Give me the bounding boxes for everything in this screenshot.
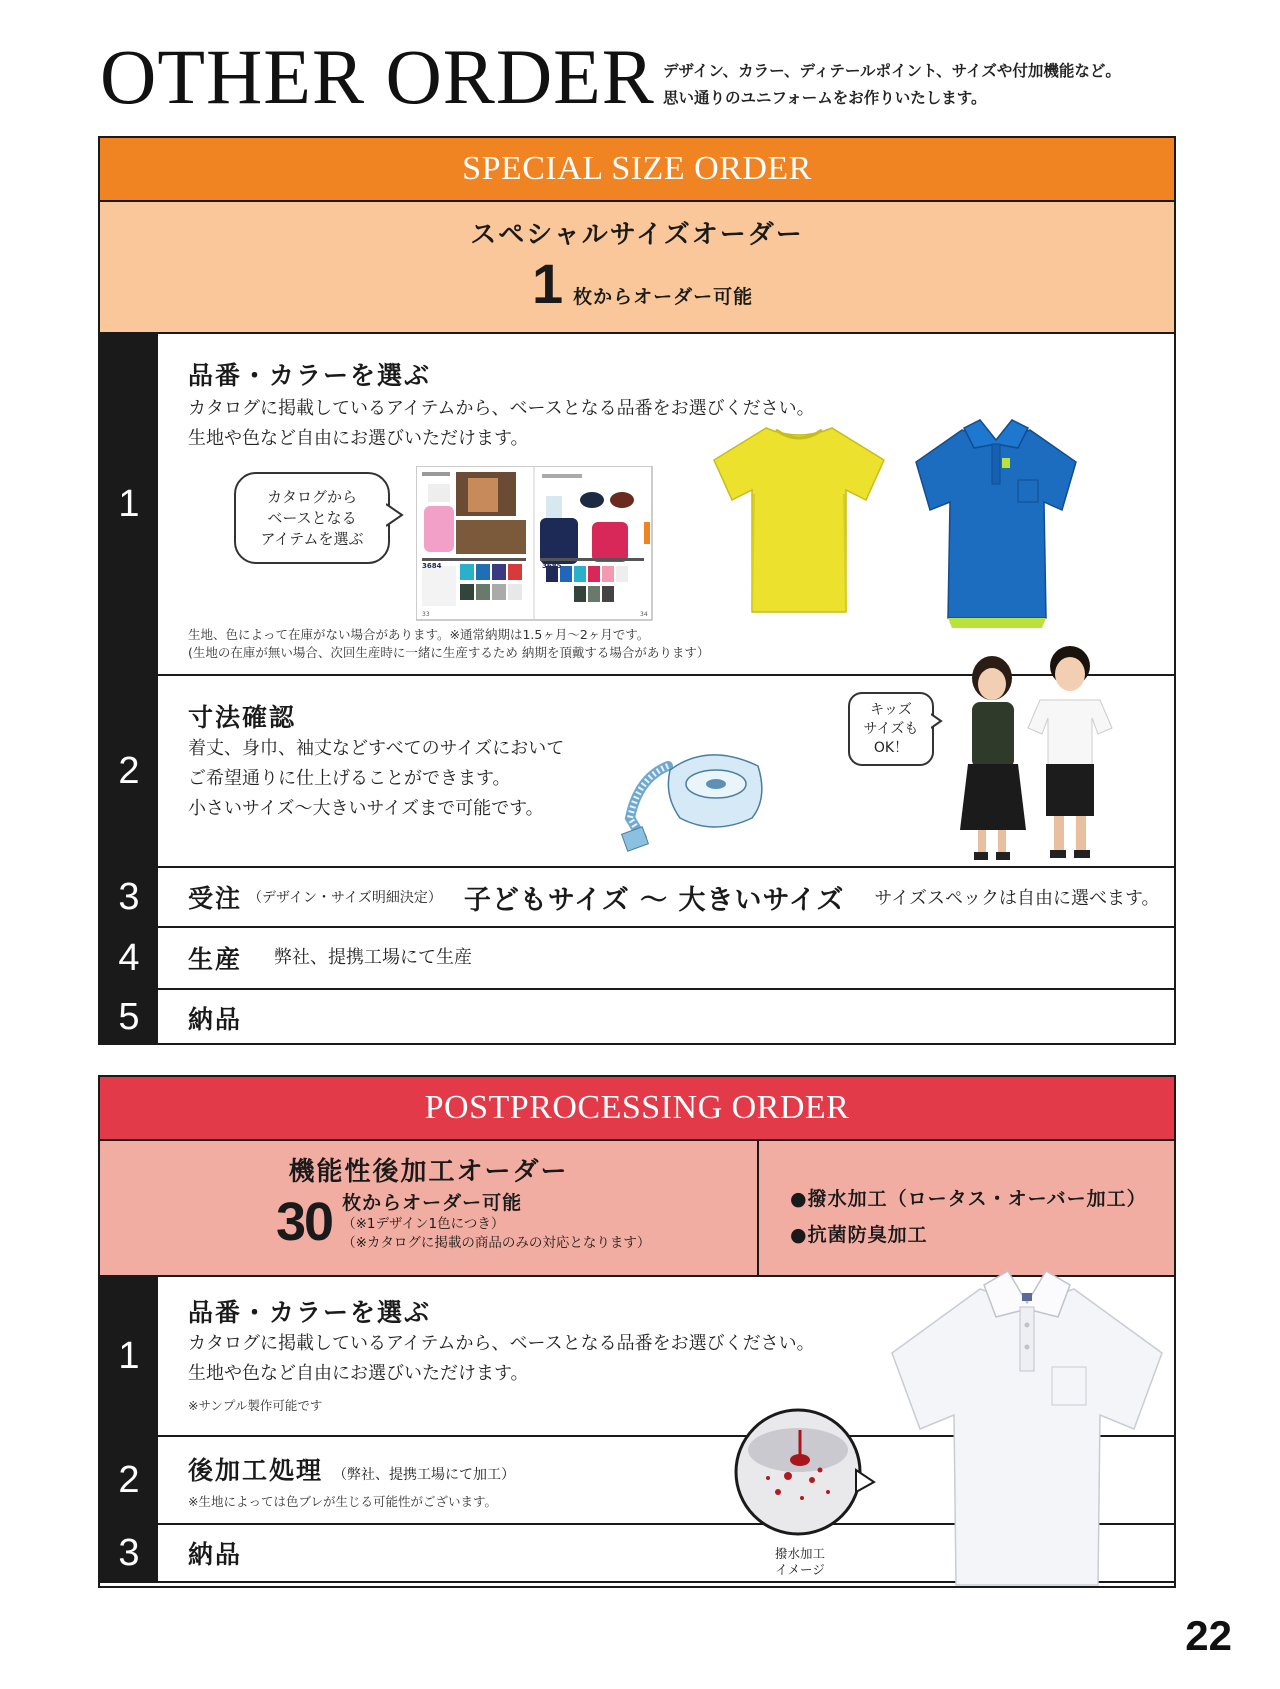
bubble-line-1: キッズ bbox=[870, 701, 912, 718]
special-size-section bbox=[98, 136, 1176, 1045]
intro-text bbox=[663, 58, 1121, 112]
step-description-line-2: 生地や色など自由にお選びいただけます。 bbox=[188, 1363, 529, 1384]
step-number: 2 bbox=[100, 1437, 158, 1523]
step-description-line-1: カタログに掲載しているアイテムから、ベースとなる品番をお選びください。 bbox=[188, 398, 815, 419]
postprocessing-section bbox=[98, 1075, 1176, 1588]
post-min-note-1: （※1デザイン1色につき） bbox=[342, 1216, 505, 1232]
step-note: ※サンプル製作可能です bbox=[188, 1398, 323, 1413]
step-title: 後加工処理 bbox=[188, 1456, 324, 1485]
special-min-qty-text: 枚からオーダー可能 bbox=[573, 286, 754, 308]
post-min-order bbox=[276, 1191, 650, 1253]
special-min-order bbox=[532, 254, 753, 314]
catalog-speech-bubble bbox=[234, 472, 390, 564]
catalog-code-right: 3685 bbox=[542, 562, 562, 570]
step-title: 品番・カラーを選ぶ bbox=[188, 361, 432, 390]
yellow-tshirt-image bbox=[706, 420, 892, 620]
bubble-line-3: アイテムを選ぶ bbox=[260, 529, 364, 548]
feature-item-water-repellent: ●撥水加工（ロータス・オーバー加工） bbox=[790, 1188, 1147, 1210]
bubble-line-3: OK！ bbox=[873, 739, 909, 756]
step-description-line-1: 着丈、身巾、袖丈などすべてのサイズにおいて bbox=[188, 738, 565, 759]
special-size-header bbox=[100, 200, 1174, 334]
step-title: 納品 bbox=[188, 1004, 243, 1034]
step-number: 1 bbox=[100, 334, 158, 674]
bubble-line-2: ベースとなる bbox=[267, 508, 357, 527]
kids-photo-image bbox=[942, 644, 1128, 866]
step-number: 3 bbox=[100, 1525, 158, 1581]
postprocessing-header bbox=[100, 1139, 1174, 1277]
step-title: 品番・カラーを選ぶ bbox=[188, 1298, 432, 1327]
special-step-2 bbox=[100, 676, 1174, 868]
catalog-code-left: 3684 bbox=[422, 562, 442, 570]
step-note bbox=[188, 626, 709, 662]
size-range-text: 子どもサイズ 〜 大きいサイズ bbox=[463, 884, 845, 916]
step-title: 生産 bbox=[188, 945, 243, 974]
special-step-5 bbox=[100, 990, 1174, 1045]
catalog-page-left: 33 bbox=[422, 611, 430, 618]
step-title: 受注 bbox=[188, 884, 243, 913]
bubble-line-2: サイズも bbox=[863, 720, 919, 737]
step-title: 寸法確認 bbox=[188, 703, 297, 732]
post-min-note-2: （※カタログに掲載の商品のみの対応となります） bbox=[342, 1235, 651, 1251]
feature-item-antibacterial: ●抗菌防臭加工 bbox=[790, 1224, 928, 1246]
tape-measure-icon bbox=[618, 748, 798, 856]
step-subtitle: （デザイン・サイズ明細決定） bbox=[248, 890, 442, 906]
step-description-line-3: 小さいサイズ〜大きいサイズまで可能です。 bbox=[188, 798, 544, 819]
catalog-page-right: 34 bbox=[640, 611, 648, 618]
step-note-line-1: 生地、色によって在庫がない場合があります。※通常納期は1.5ヶ月〜2ヶ月です。 bbox=[188, 627, 650, 642]
kids-speech-bubble bbox=[848, 692, 934, 766]
size-spec-note: サイズスペックは自由に選べます。 bbox=[874, 888, 1160, 909]
special-min-qty: 1 bbox=[532, 252, 564, 315]
step-description-line-1: カタログに掲載しているアイテムから、ベースとなる品番をお選びください。 bbox=[188, 1333, 815, 1354]
step-subtitle: 弊社、提携工場にて生産 bbox=[274, 947, 473, 968]
step-description-line-2: ご希望通りに仕上げることができます。 bbox=[188, 768, 511, 789]
step-title: 納品 bbox=[188, 1540, 243, 1569]
special-step-1 bbox=[100, 334, 1174, 676]
water-repellent-image bbox=[728, 1400, 878, 1550]
bubble-pointer-icon bbox=[386, 502, 404, 528]
water-repellent-caption bbox=[750, 1546, 850, 1578]
bubble-line-1: カタログから bbox=[266, 487, 357, 506]
step-number: 4 bbox=[100, 928, 158, 988]
postprocessing-heading: 機能性後加工オーダー bbox=[288, 1157, 569, 1187]
special-size-heading: スペシャルサイズオーダー bbox=[470, 220, 804, 250]
step-number: 1 bbox=[100, 1277, 158, 1435]
step-description bbox=[188, 734, 564, 824]
caption-line-1: 撥水加工 bbox=[774, 1546, 825, 1561]
feature-list bbox=[790, 1181, 1147, 1253]
step-description-line-2: 生地や色など自由にお選びいただけます。 bbox=[188, 428, 529, 449]
caption-line-2: イメージ bbox=[775, 1562, 825, 1577]
post-min-qty: 30 bbox=[276, 1192, 333, 1252]
blue-polo-image bbox=[908, 418, 1084, 630]
page-number: 22 bbox=[1185, 1612, 1232, 1659]
header-divider bbox=[757, 1141, 759, 1275]
step-number: 2 bbox=[100, 676, 158, 866]
special-step-3 bbox=[100, 868, 1174, 928]
intro-line-2: 思い通りのユニフォームをお作りいたします。 bbox=[663, 89, 987, 107]
step-note-line-2: (生地の在庫が無い場合、次回生産時に一緒に生産するため 納期を頂戴する場合があります） bbox=[188, 645, 710, 660]
step-subtitle: （弊社、提携工場にて加工） bbox=[333, 1467, 516, 1483]
page-title: OTHER ORDER bbox=[100, 33, 655, 120]
special-size-band: SPECIAL SIZE ORDER bbox=[100, 138, 1174, 200]
postprocessing-band: POSTPROCESSING ORDER bbox=[100, 1077, 1174, 1139]
catalog-spread-image bbox=[416, 466, 654, 622]
step-number: 3 bbox=[100, 868, 158, 926]
step-number: 5 bbox=[100, 990, 158, 1045]
intro-line-1: デザイン、カラー、ディテールポイント、サイズや付加機能など。 bbox=[663, 62, 1121, 80]
white-polo-image bbox=[872, 1263, 1182, 1588]
special-step-4 bbox=[100, 928, 1174, 990]
post-min-qty-text: 枚からオーダー可能 bbox=[342, 1192, 523, 1214]
step-description bbox=[188, 1329, 815, 1389]
step-note: ※生地によっては色ブレが生じる可能性がございます。 bbox=[188, 1494, 497, 1509]
